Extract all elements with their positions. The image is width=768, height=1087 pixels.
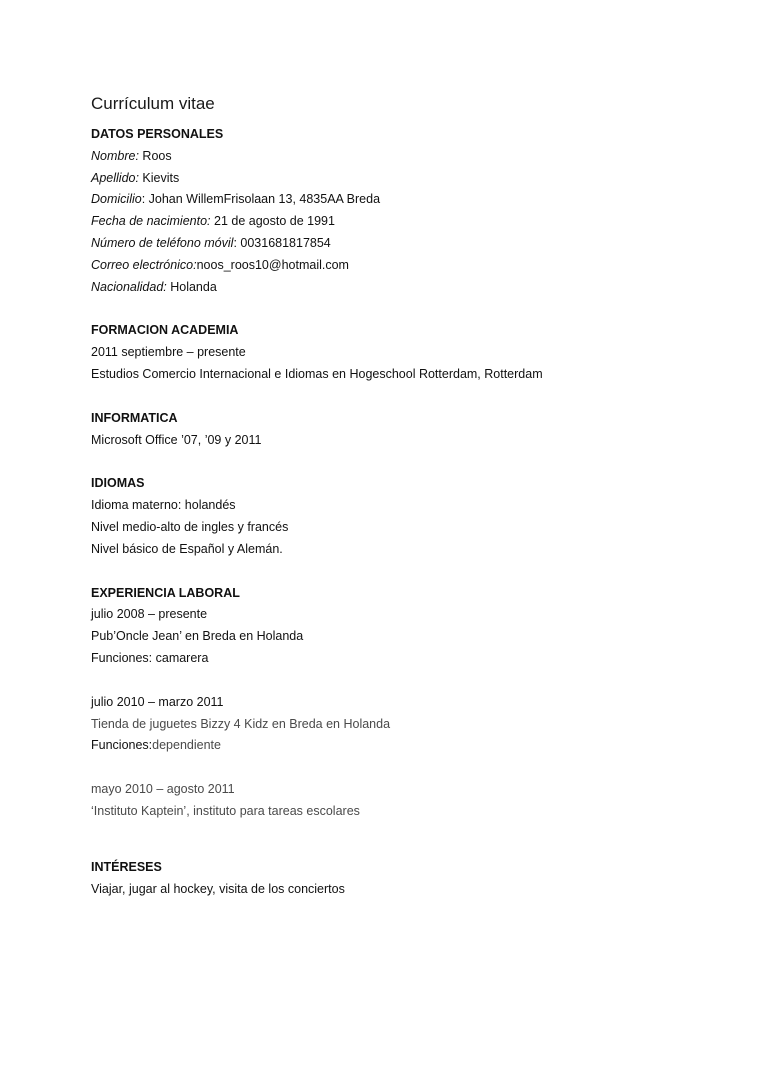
field-value: Holanda [166,279,217,294]
language-line: Nivel básico de Español y Alemán. [91,541,283,556]
job-place: Pub’Oncle Jean’ en Breda en Holanda [91,629,304,644]
job-functions-value: dependiente [152,738,221,753]
field-email [91,255,731,277]
field-label: Fecha de nacimiento: [91,214,211,229]
field-birthdate [91,211,731,233]
education-line: Estudios Comercio Internacional e Idiomas en Hogeschool Rotterdam, Rotterdam [91,366,543,381]
cv-page [91,92,731,900]
job-period: julio 2010 – marzo 2011 [91,694,224,709]
job-place: Tienda de juguetes Bizzy 4 Kidz en Breda en Holanda [91,716,391,731]
field-label: Número de teléfono móvil [91,235,234,250]
field-surname [91,168,731,190]
field-name [91,146,731,168]
job-functions-label: Funciones: [91,738,153,753]
education-section [91,320,731,385]
interests-line: Viajar, jugar al hockey, visita de los conciertos [91,881,345,896]
job-entry [91,692,731,757]
field-value: noos_roos10@hotmail.com [196,257,349,272]
field-label: Nombre: [91,148,139,163]
field-value: 21 de agosto de 1991 [210,214,335,229]
field-value: Roos [138,148,172,163]
personal-heading: DATOS PERSONALES [91,127,224,141]
field-label: Apellido: [91,170,139,185]
document-title: Currículum vitae [91,94,215,113]
language-line: Idioma materno: holandés [91,498,236,513]
computing-line: Microsoft Office ’07, ’09 y 2011 [91,432,262,447]
field-label: Domicilio [91,192,142,207]
job-entry [91,604,731,669]
job-functions [91,735,731,757]
job-functions: Funciones: camarera [91,650,209,665]
languages-heading: IDIOMAS [91,476,145,491]
job-place: ‘Instituto Kaptein’, instituto para tareas escolares [91,803,360,818]
field-label: Nacionalidad: [91,279,167,294]
field-label: Correo electrónico: [91,257,197,272]
computing-section [91,408,731,452]
interests-section [91,857,731,901]
experience-heading: EXPERIENCIA LABORAL [91,585,240,600]
education-line: 2011 septiembre – presente [91,345,246,360]
languages-section [91,473,731,560]
job-period: mayo 2010 – agosto 2011 [91,782,235,797]
experience-section [91,583,731,823]
job-period: julio 2008 – presente [91,607,208,622]
education-heading: FORMACION ACADEMIA [91,323,239,338]
personal-section [91,124,731,298]
field-value: : Johan WillemFrisolaan 13, 4835AA Breda [141,192,381,207]
computing-heading: INFORMATICA [91,410,178,425]
interests-heading: INTÉRESES [91,859,162,874]
field-nationality [91,277,731,299]
field-value: : 0031681817854 [233,235,331,250]
field-address [91,189,731,211]
language-line: Nivel medio-alto de ingles y francés [91,519,289,534]
field-phone [91,233,731,255]
job-entry [91,779,731,823]
field-value: Kievits [138,170,180,185]
